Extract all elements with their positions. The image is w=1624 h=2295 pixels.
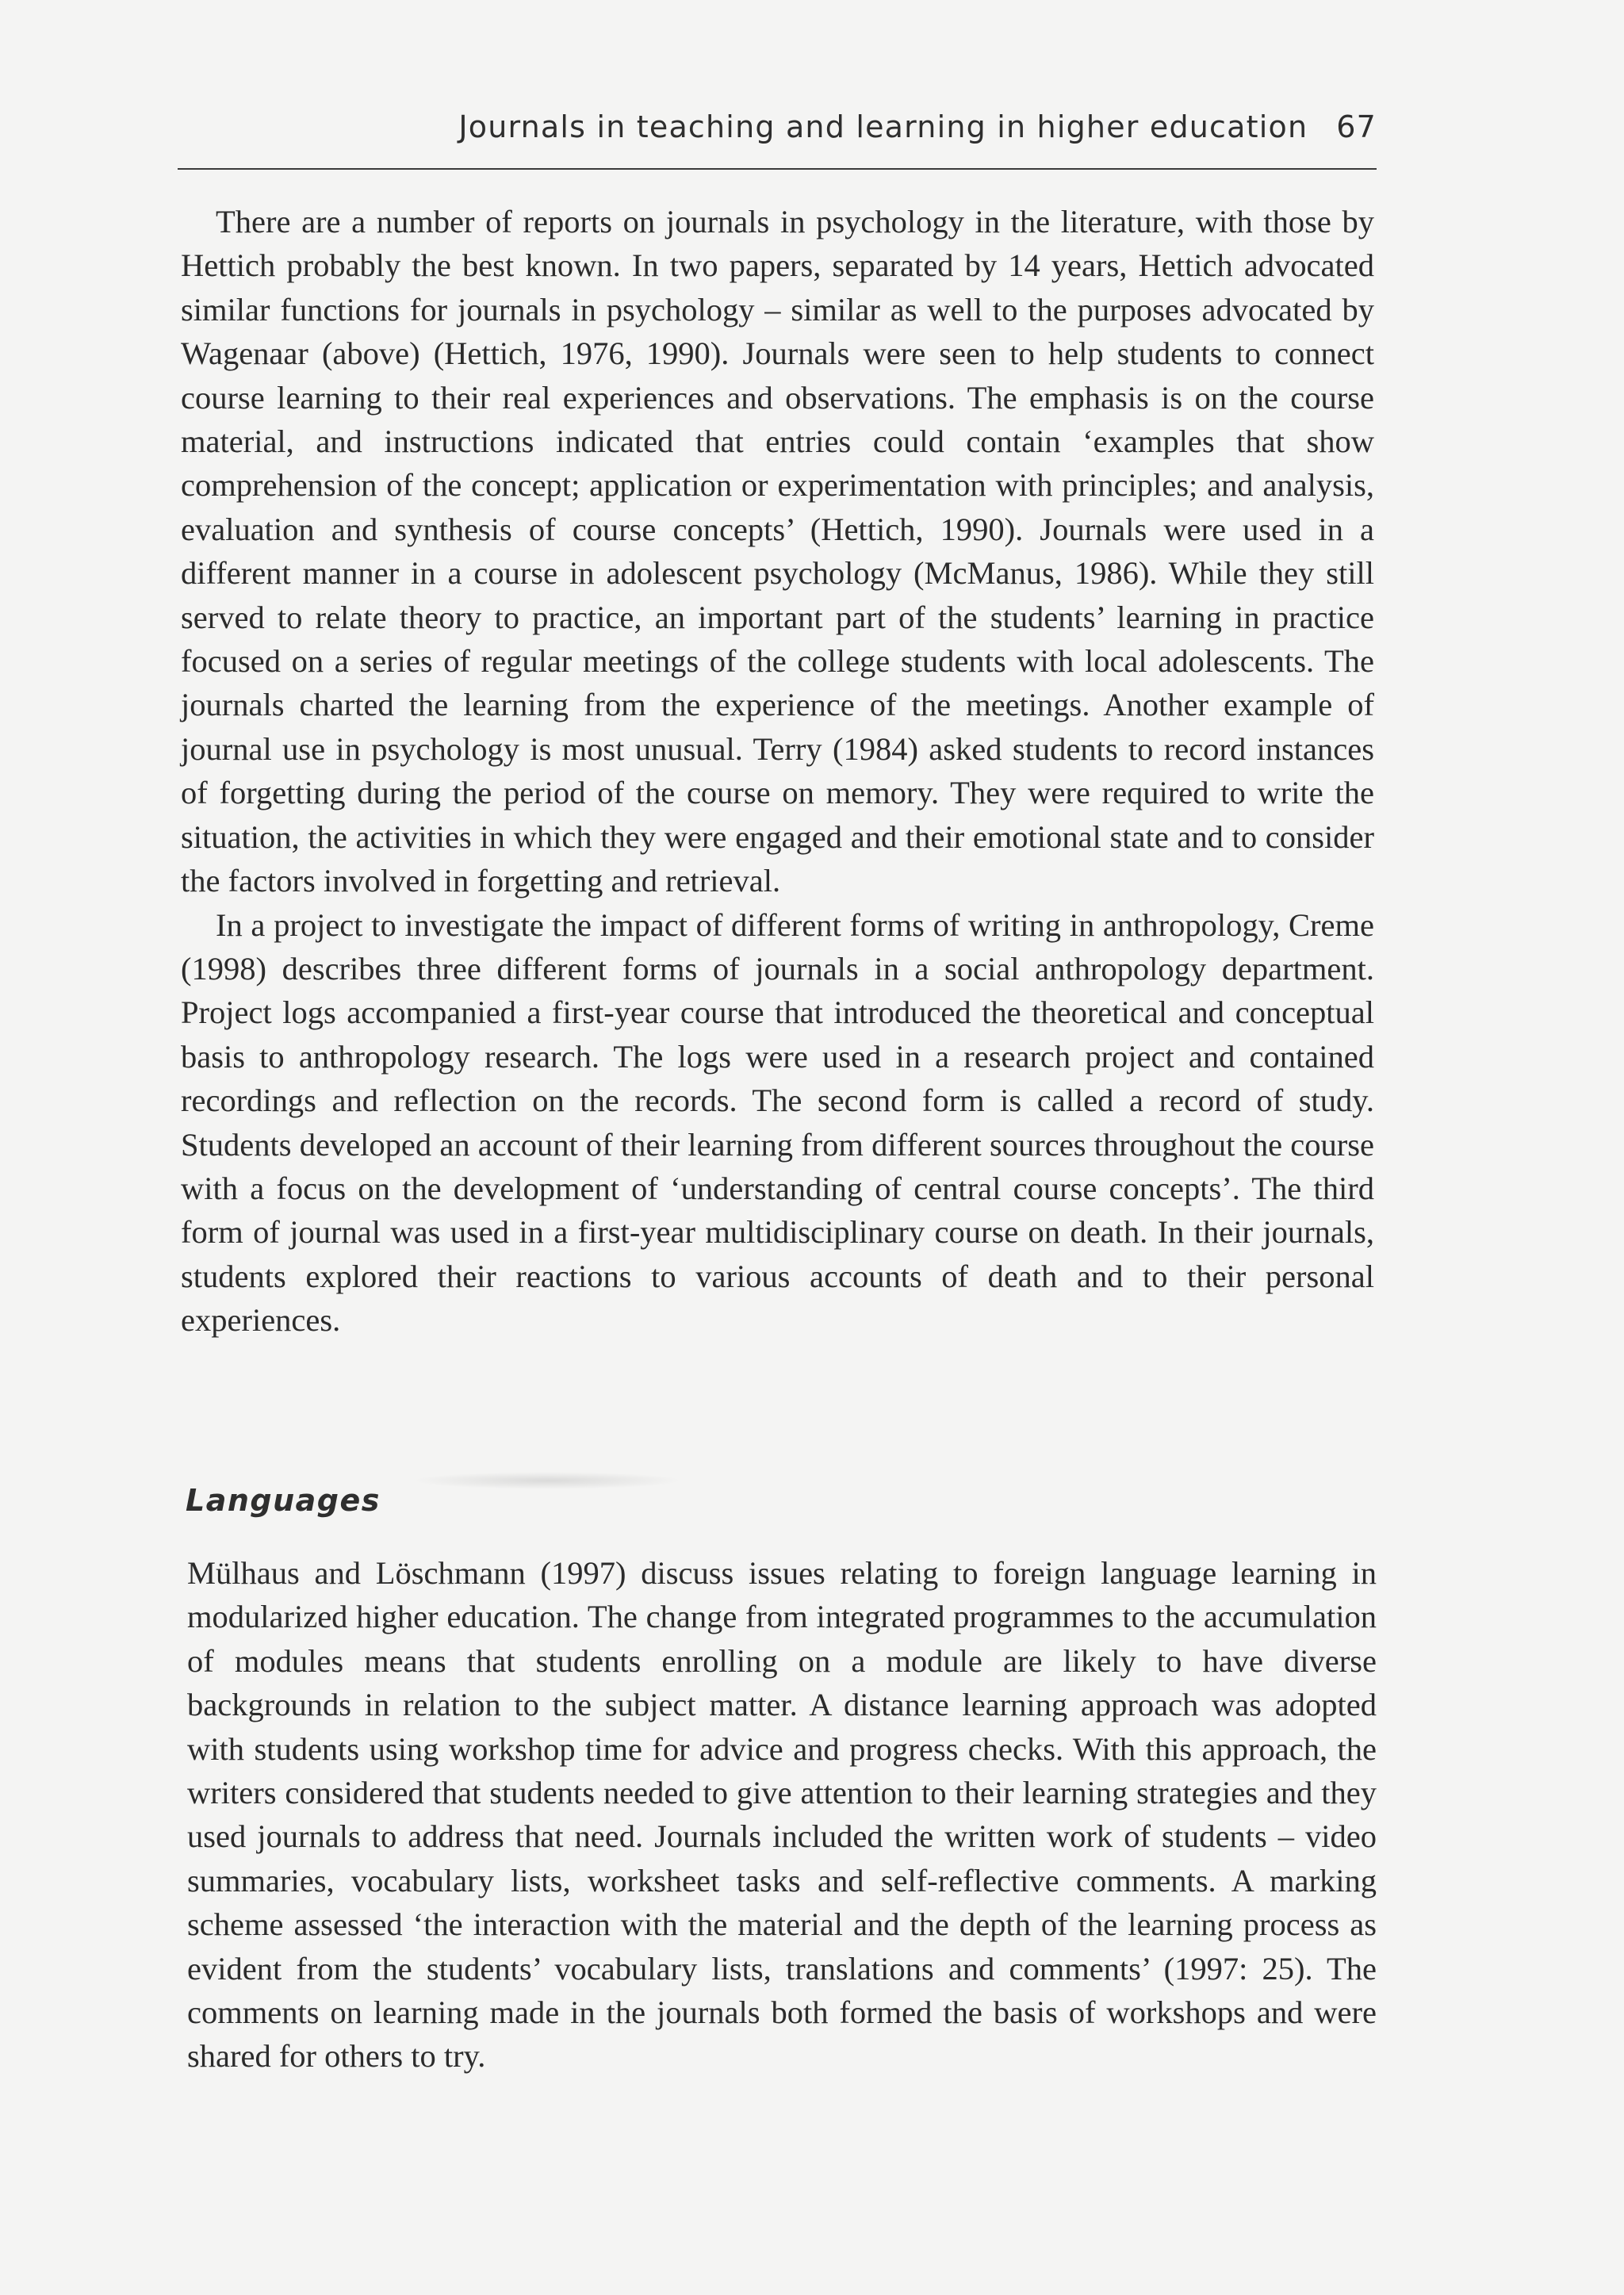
main-text	[181, 200, 1374, 1343]
running-head	[178, 109, 1377, 152]
header-rule	[178, 168, 1377, 170]
scan-smudge	[412, 1472, 682, 1489]
page-number: 67	[1336, 109, 1377, 144]
section-heading-languages: Languages	[186, 1483, 381, 1518]
paragraph-languages: Mülhaus and Löschmann (1997) discuss issues relating to foreign language learning in modularized higher education. The change from integrated programmes to the accumulation of modules means that students enrolling on a module are likely to have diverse backgrounds in relation to the subject matter. A distance learning approach was adopted with students using workshop time for advice and progress checks. With this approach, the writers considered that students needed to give attention to their learning strategies and they used journals to address that need. Journals included the written work of students – video summaries, vocabulary lists, worksheet tasks and self-reflective comments. A marking scheme assessed ‘the interaction with the material and the depth of the learning process as evident from the students’ vocabulary lists, translations and comments’ (1997: 25). The comments on learning made in the journals both formed the basis of workshops and were shared for others to try.	[187, 1555, 1377, 2075]
running-head-title: Journals in teaching and learning in higher education	[458, 109, 1308, 144]
languages-text	[187, 1551, 1377, 2079]
paragraph-anthropology: In a project to investigate the impact of different forms of writing in anthropology, Creme (1998) describes three different forms of journals in a social anthropology department. Project logs accompanied a first-year course that introduced the theoretical and conceptual basis to anthropology research. The logs were used in a research project and contained recordings and reflection on the records. The second form is called a record of study. Students developed an account of their learning from different sources throughout the course with a focus on the development of ‘understanding of central course concepts’. The third form of journal was used in a first-year multidisciplinary course on death. In their journals, students explored their reactions to various accounts of death and to their personal experiences.	[181, 906, 1374, 1339]
paragraph-psychology: There are a number of reports on journals in psychology in the literature, with those by Hettich probably the best known. In two papers, separated by 14 years, Hettich advocated similar functions for journals in psychology – similar as well to the purposes advocated by Wagenaar (above) (Hettich, 1976, 1990). Journals were seen to help students to connect course learning to their real experiences and observations. The emphasis is on the course material, and instructions indicated that entries could contain ‘examples that show comprehension of the concept; application or experimentation with principles; and analysis, evaluation and synthesis of course concepts’ (Hettich, 1990). Journals were used in a different manner in a course in adolescent psychology (McManus, 1986). While they still served to relate theory to practice, an important part of the students’ learning in practice focused on a series of regular meetings of the college students with local adolescents. The journals charted the learning from the experience of the meetings. Another example of journal use in psychology is most unusual. Terry (1984) asked students to record instances of forgetting during the period of the course on memory. They were required to write the situation, the activities in which they were engaged and their emotional state and to consider the factors involved in forgetting and retrieval.	[181, 204, 1374, 899]
